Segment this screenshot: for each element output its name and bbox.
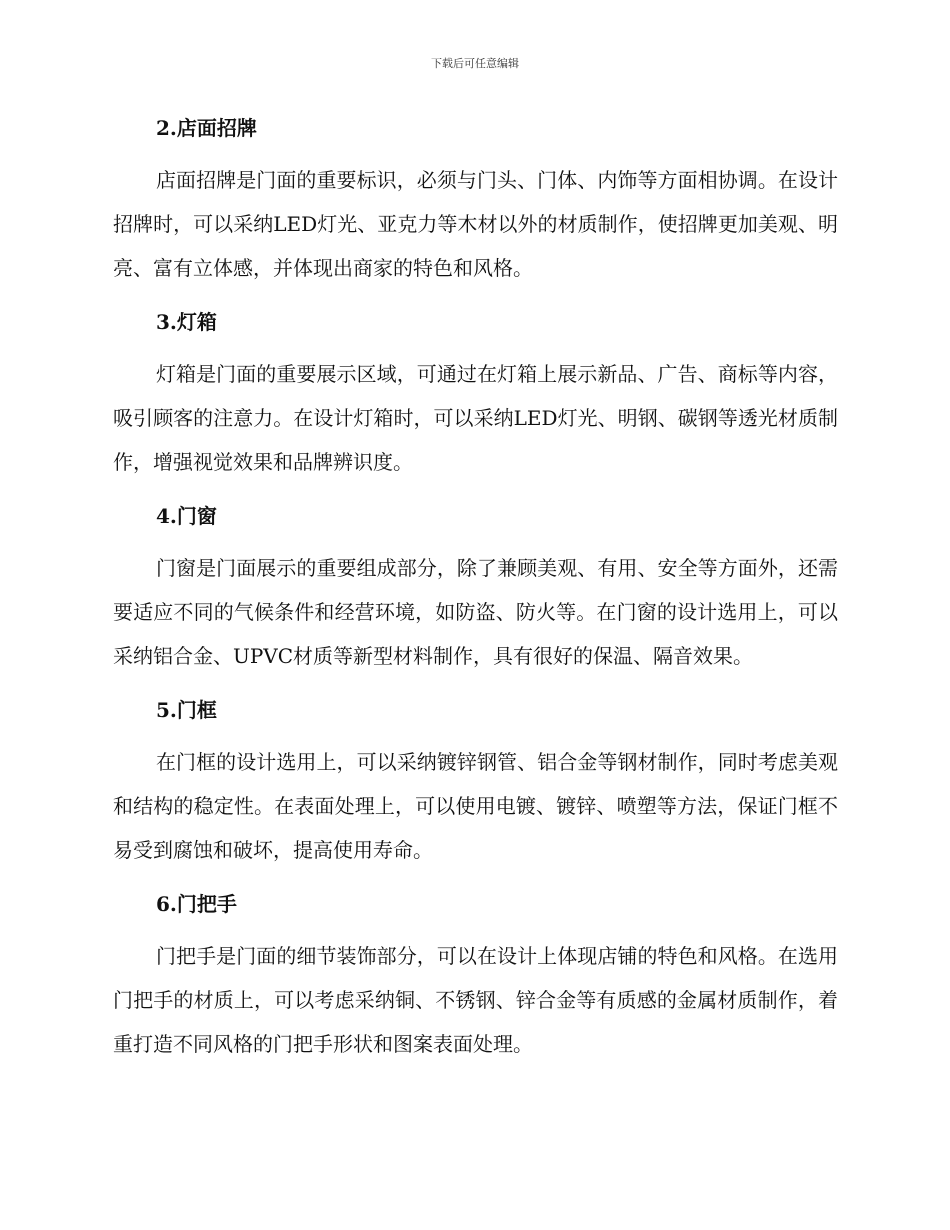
section-door-handle [113,884,838,1066]
section-door-frame [113,690,838,872]
section-paragraph: 在门框的设计选用上，可以采纳镀锌钢管、铝合金等钢材制作，同时考虑美观和结构的稳定性。在表面处理上，可以使用电镀、镀锌、喷塑等方法，保证门框不易受到腐蚀和破坏，提高使用寿命。 [113,750,838,862]
section-heading: 6.门把手 [156,892,237,916]
section-paragraph: 门把手是门面的细节装饰部分，可以在设计上体现店铺的特色和风格。在选用门把手的材质上，可以考虑采纳铜、不锈钢、锌合金等有质感的金属材质制作，着重打造不同风格的门把手形状和图案表面处理。 [113,944,838,1056]
section-paragraph: 灯箱是门面的重要展示区域，可通过在灯箱上展示新品、广告、商标等内容，吸引顾客的注意力。在设计灯箱时，可以采纳LED灯光、明钢、碳钢等透光材质制作，增强视觉效果和品牌辨识度。 [113,362,838,474]
section-heading: 4.门窗 [156,504,217,528]
section-heading: 3.灯箱 [156,310,217,334]
document-content [113,108,838,1078]
section-signboard [113,108,838,290]
header-note: 下载后可任意编辑 [431,57,519,70]
section-heading: 5.门框 [156,698,217,722]
section-doors-windows [113,496,838,678]
section-paragraph: 店面招牌是门面的重要标识，必须与门头、门体、内饰等方面相协调。在设计招牌时，可以采纳LED灯光、亚克力等木材以外的材质制作，使招牌更加美观、明亮、富有立体感，并体现出商家的特色和风格。 [113,168,838,280]
section-heading: 2.店面招牌 [156,116,257,140]
section-paragraph: 门窗是门面展示的重要组成部分，除了兼顾美观、有用、安全等方面外，还需要适应不同的气候条件和经营环境，如防盗、防火等。在门窗的设计选用上，可以采纳铝合金、UPVC材质等新型材料制作，具有很好的保温、隔音效果。 [113,556,838,668]
section-lightbox [113,302,838,484]
